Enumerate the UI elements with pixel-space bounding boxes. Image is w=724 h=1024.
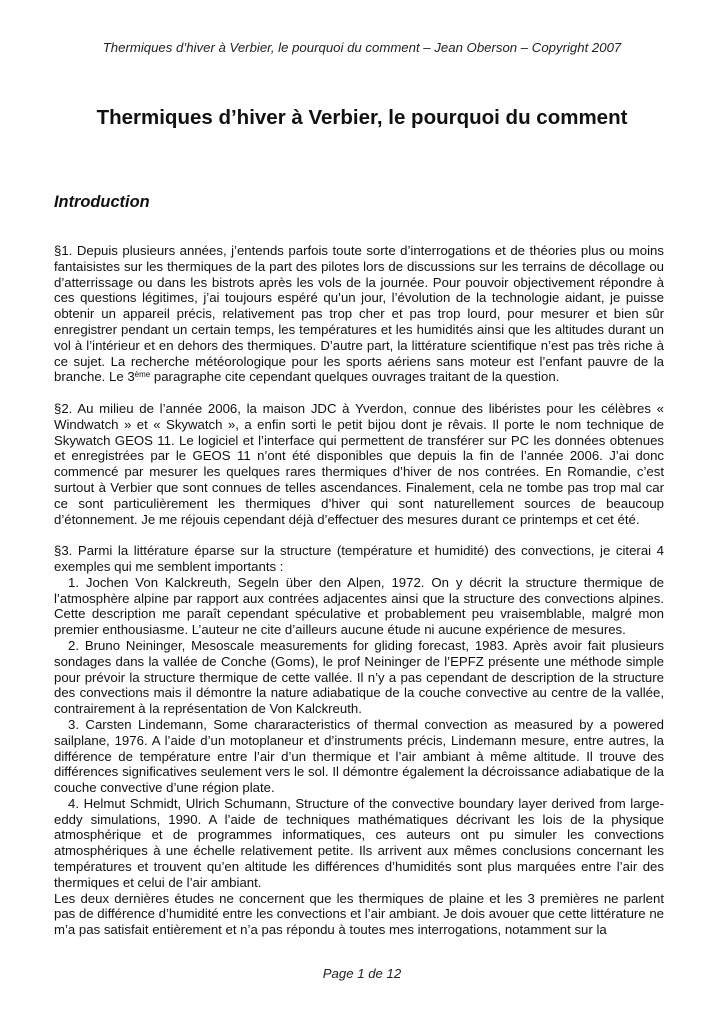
reference-item-3: 3. Carsten Lindemann, Some chararacteristics of thermal convection as measured by a powered sailplane, 1976. A l’aide d’un motoplaneur et d’instruments précis, Lindemann mesure, entre autres, la différence de température entre l’air d’un thermique et l’air ambiant à même altitude. Il trouve des différences significatives seulement vers le sol. Il démontre également la décroissance adiabatique de la couche convective d’une région plate. bbox=[54, 716, 664, 796]
body-text bbox=[54, 243, 664, 938]
reference-item-2: 2. Bruno Neininger, Mesoscale measurements for gliding forecast, 1983. Après avoir fait plusieurs sondages dans la vallée de Conche (Goms), le prof Neininger de l’EPFZ présente une méthode simple pour prévoir la structure thermique de cette vallée. Il n’y a pas cependant de description de la structure des convections mais il démontre la nature adiabatique de la couche convective au centre de la vallée, contrairement à la représentation de Von Kalckreuth. bbox=[54, 637, 664, 717]
reference-item-4: 4. Helmut Schmidt, Ulrich Schumann, Structure of the convective boundary layer derived from large-eddy simulations, 1990. A l’aide de techniques mathématiques décrivant les lois de la physique atmosphérique et de programmes informatiques, ces auteurs ont pu simuler les convections atmosphériques à une échelle relativement petite. Ils arrivent aux mêmes conclusions concernant les températures et trouvent qu’en altitude les différences d’humidités sont plus marquées entre l’air des thermiques et celui de l’air ambiant. bbox=[54, 795, 664, 890]
paragraph-1-text-a: §1. Depuis plusieurs années, j’entends parfois toute sorte d’interrogations et de théories plus ou moins fantaisistes sur les thermiques de la part des pilotes lors de discussions sur les terrains de décollage ou d’atterrissage ou dans les bistrots après les vols de la journée. Pour pouvoir objectivement répondre à ces questions légitimes, j’ai toujours espéré qu’un jour, l’évolution de la technologie aidant, je puisse obtenir un appareil précis, relativement pas trop cher et pas trop lourd, pour mesurer et bien sûr enregistrer pendant un certain temps, les températures et les humidités ainsi que les altitudes durant un vol à l’intérieur et en dehors des thermiques. D’autre part, la littérature scientifique n’est pas très riche à ce sujet. La recherche météorologique pour les sports aériens sans moteur est l’enfant pauvre de la branche. Le 3 bbox=[54, 243, 664, 385]
paragraph-3-intro: §3. Parmi la littérature éparse sur la structure (température et humidité) des convections, je citerai 4 exemples qui me semblent importants : bbox=[54, 543, 664, 574]
paragraph-1-text-b: paragraphe cite cependant quelques ouvrages traitant de la question. bbox=[150, 369, 560, 385]
document-title: Thermiques d’hiver à Verbier, le pourquoi du comment bbox=[96, 106, 628, 129]
paragraph-2: §2. Au milieu de l’année 2006, la maison JDC à Yverdon, connue des libéristes pour les célèbres « Windwatch » et « Skywatch », a enfin sorti le petit bijou dont je rêvais. Il porte le nom technique de Skywatch GEOS 11. Le logiciel et l’interface qui permettent de transférer sur PC les données obtenues et enregistrées par le GEOS 11 n’ont été disponibles que depuis la fin de l’année 2006. J’ai donc commencé par mesurer les quelques rares thermiques d’hiver de nos contrées. En Romandie, c’est surtout à Verbier que sont connues de telles ascendances. Finalement, cela ne tombe pas trop mal car ce sont particulièrement les thermiques d’hiver qui sont naturellement sources de beaucoup d’étonnement. Je me réjouis cependant déjà d’effectuer des mesures durant ce printemps et cet été. bbox=[54, 400, 664, 527]
running-header: Thermiques d’hiver à Verbier, le pourquoi du comment – Jean Oberson – Copyright 2007 bbox=[102, 40, 622, 55]
paragraph-3-conclusion: Les deux dernières études ne concernent que les thermiques de plaine et les 3 premières ne parlent pas de différence d’humidité entre les convections et l’air ambiant. Je dois avouer que cette littérature ne m’a pas satisfait entièrement et n’a pas répondu à toutes mes interrogations, notamment sur la bbox=[54, 890, 664, 938]
page-number: Page 1 de 12 bbox=[322, 966, 402, 981]
section-heading-introduction: Introduction bbox=[54, 193, 150, 211]
reference-item-1: 1. Jochen Von Kalckreuth, Segeln über den Alpen, 1972. On y décrit la structure thermique de l’atmosphère alpine par rapport aux contrées adjacentes ainsi que la structure des convections alpines. Cette description me paraît cependant spéculative et probablement peu vraisemblable, malgré mon premier enthousiasme. L’auteur ne cite d’ailleurs aucune étude ni aucune expérience de mesures. bbox=[54, 574, 664, 638]
paragraph-1 bbox=[54, 243, 664, 385]
paragraph-1-superscript: ème bbox=[134, 370, 151, 380]
